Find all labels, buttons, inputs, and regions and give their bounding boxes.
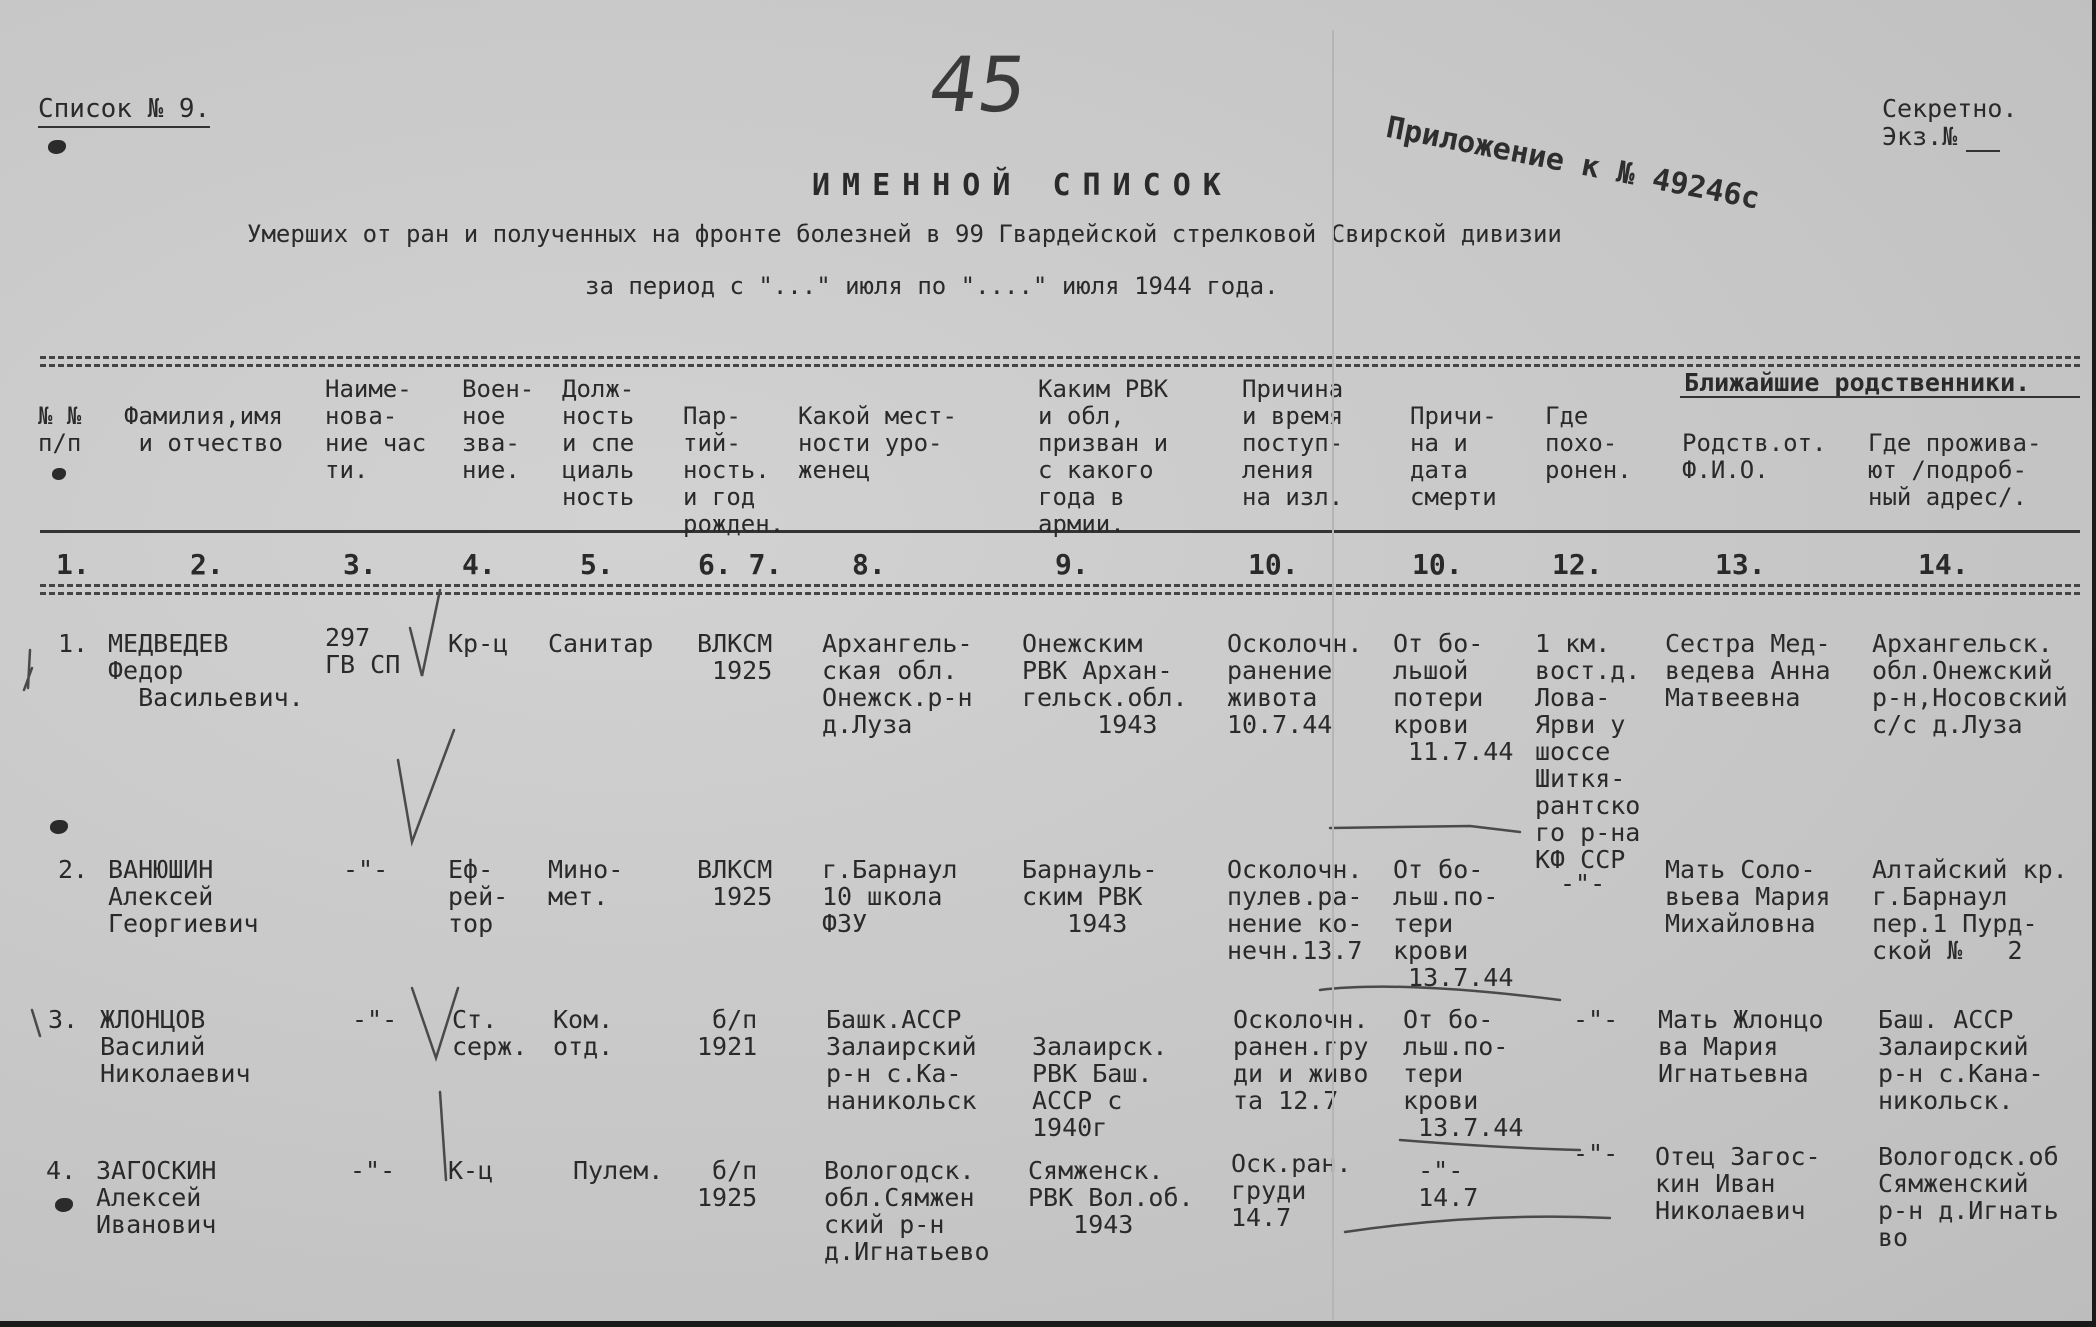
handwritten-page-number: 45 [923, 40, 1033, 129]
copy-number-label: Экз.№ [1882, 122, 1958, 151]
row-unit: -"- [350, 1156, 396, 1185]
check-mark [410, 590, 440, 676]
row-relative: Сестра Мед- ведева Анна Матвеевна [1665, 629, 1831, 712]
stamp: Приложение к № 49246с [1383, 110, 1763, 217]
col-header-unit: Наиме- нова- ние час ти. [325, 375, 427, 484]
pencil-stroke [440, 1092, 446, 1180]
row-death: От бо- льш.по- тери крови 13.7.44 [1393, 855, 1514, 992]
table-rule-numbers-2 [40, 592, 2080, 595]
col-number: 5. [580, 548, 614, 581]
row-address: Баш. АССР Залаирский р-н с.Кана- никольск. [1878, 1005, 2044, 1115]
col-header-birthplace: Какой мест- ности уро- женец [798, 402, 957, 484]
row-birthplace: Архангель- ская обл. Онежск.р-н д.Луза [822, 629, 973, 739]
row-position: Мино- мет. [548, 855, 624, 911]
row-rank: Еф- рей- тор [448, 855, 509, 938]
col-header-buried: Где похо- ронен. [1545, 402, 1632, 484]
punch-hole [50, 820, 68, 834]
row-rank: К-ц [448, 1156, 494, 1185]
document-subtitle: Умерших от ран и полученных на фронте болезней в 99 Гвардейской стрелковой Свирской дивизии [247, 220, 1562, 248]
punch-hole [48, 140, 66, 154]
col-number: 8. [852, 548, 886, 581]
table-rule-top [40, 356, 2080, 359]
row-rvk: Сямженск. РВК Вол.об. 1943 [1028, 1156, 1194, 1239]
col-header-number: № № п/п [38, 402, 82, 457]
document-period: за период с "..." июля по "...." июля 1944 года. [585, 272, 1279, 300]
col-number: 6. 7. [698, 548, 783, 581]
row-number: 2. [58, 855, 89, 884]
col-header-position: Долж- ность и спе циаль ность [562, 375, 635, 511]
row-relative: Мать Соло- вьева Мария Михайловна [1665, 855, 1831, 938]
row-party: б/п 1925 [697, 1156, 758, 1212]
row-buried: -"- [1560, 869, 1606, 898]
col-header-death: Причи- на и дата смерти [1410, 402, 1497, 511]
row-address: Вологодск.об Сямженский р-н д.Игнать во [1878, 1142, 2059, 1252]
row-relative: Отец Загос- кин Иван Николаевич [1655, 1142, 1821, 1225]
col-number: 1. [56, 548, 90, 581]
row-rvk: Онежским РВК Архан- гельск.обл. 1943 [1022, 629, 1188, 739]
row-address: Алтайский кр. г.Барнаул пер.1 Пурд- ской № 2 [1872, 855, 2068, 965]
row-position: Санитар [548, 629, 654, 658]
row-wound: Осколочн. ранен.гру ди и живо та 12.7 [1233, 1005, 1369, 1115]
relatives-header: Ближайшие родственники. [1684, 368, 2031, 397]
document-title: ИМЕННОЙ СПИСОК [812, 168, 1233, 203]
table-rule-top-2 [40, 364, 2080, 367]
col-header-name: Фамилия,имя и отчество [124, 402, 283, 457]
underline-stroke [1345, 1217, 1610, 1232]
row-rvk: Залаирск. РВК Баш. АССР с 1940г [1032, 1032, 1168, 1142]
row-death: От бо- льшой потери крови 11.7.44 [1393, 629, 1514, 766]
col-number: 10. [1248, 548, 1299, 581]
punch-hole [52, 468, 66, 480]
row-buried: -"- [1573, 1139, 1619, 1168]
row-wound: Осколочн. ранение живота 10.7.44 [1227, 629, 1363, 739]
row-unit: -"- [343, 855, 389, 884]
row-death: От бо- льш.по- тери крови 13.7.44 [1403, 1005, 1524, 1142]
row-party: ВЛКСМ 1925 [697, 629, 773, 685]
row-name: ВАНЮШИН Алексей Георгиевич [108, 855, 259, 938]
row-name: ЗАГОСКИН Алексей Иванович [96, 1156, 217, 1239]
check-mark [398, 730, 454, 842]
row-birthplace: г.Барнаул 10 школа ФЗУ [822, 855, 958, 938]
col-header-party: Пар- тий- ность. и год рожден. [683, 402, 785, 538]
row-rank: Кр-ц [448, 629, 509, 658]
secrecy-label: Секретно. [1882, 94, 2018, 123]
col-number: 4. [462, 548, 496, 581]
col-number: 9. [1055, 548, 1089, 581]
row-name: МЕДВЕДЕВ Федор Васильевич. [108, 629, 304, 712]
row-birthplace: Башк.АССР Залаирский р-н с.Ка- наникольск [826, 1005, 977, 1115]
col-number: 10. [1412, 548, 1463, 581]
col-number: 3. [343, 548, 377, 581]
scan-edge-right [2092, 0, 2096, 1327]
row-buried: -"- [1573, 1005, 1619, 1034]
row-position: Ком. отд. [553, 1005, 614, 1061]
row-number: 4. [46, 1156, 77, 1185]
col-number: 12. [1552, 548, 1603, 581]
row-buried: 1 км. вост.д. Лова- Ярви у шоссе Шиткя- рантско го р-на КФ ССР [1535, 629, 1641, 874]
row-birthplace: Вологодск. обл.Сямжен ский р-н д.Игнатьево [824, 1156, 990, 1266]
col-header-wound: Причина и время поступ- ления на изл. [1242, 375, 1344, 511]
list-label: Список № 9. [38, 94, 210, 128]
row-wound: Осколочн. пулев.ра- нение ко- нечн.13.7 [1227, 855, 1363, 965]
row-wound: Оск.ран. груди 14.7 [1231, 1149, 1352, 1232]
row-number: 3. [48, 1005, 79, 1034]
row-number: 1. [58, 629, 89, 658]
col-header-relative: Родств.от. Ф.И.О. [1682, 429, 1827, 484]
col-header-address: Где прожива- ют /подроб- ный адрес/. [1868, 429, 2042, 511]
scan-edge-bottom [0, 1321, 2096, 1327]
row-address: Архангельск. обл.Онежский р-н,Носовский с/с д.Луза [1872, 629, 2068, 739]
row-party: б/п 1921 [697, 1005, 758, 1061]
col-header-rank: Воен- ное зва- ние. [462, 375, 535, 484]
underline-stroke [1330, 826, 1520, 832]
row-death: -"- 14.7 [1418, 1156, 1479, 1212]
row-position: Пулем. [573, 1156, 664, 1185]
margin-check-mark [32, 1010, 40, 1036]
copy-number-blank [1966, 150, 2000, 152]
col-number: 2. [190, 548, 224, 581]
col-header-rvk: Каким РВК и обл, призван и с какого года в армии. [1038, 375, 1169, 538]
table-rule-numbers [40, 584, 2080, 587]
row-unit: 297 ГВ СП [325, 623, 401, 679]
col-number: 13. [1715, 548, 1766, 581]
row-party: ВЛКСМ 1925 [697, 855, 773, 911]
row-rvk: Барнауль- ским РВК 1943 [1022, 855, 1158, 938]
row-name: ЖЛОНЦОВ Василий Николаевич [100, 1005, 251, 1088]
row-unit: -"- [352, 1005, 398, 1034]
punch-hole [55, 1198, 73, 1212]
margin-check-mark [24, 650, 32, 690]
row-relative: Мать Жлонцо ва Мария Игнатьевна [1658, 1005, 1824, 1088]
col-number: 14. [1918, 548, 1969, 581]
row-rank: Ст. серж. [452, 1005, 528, 1061]
